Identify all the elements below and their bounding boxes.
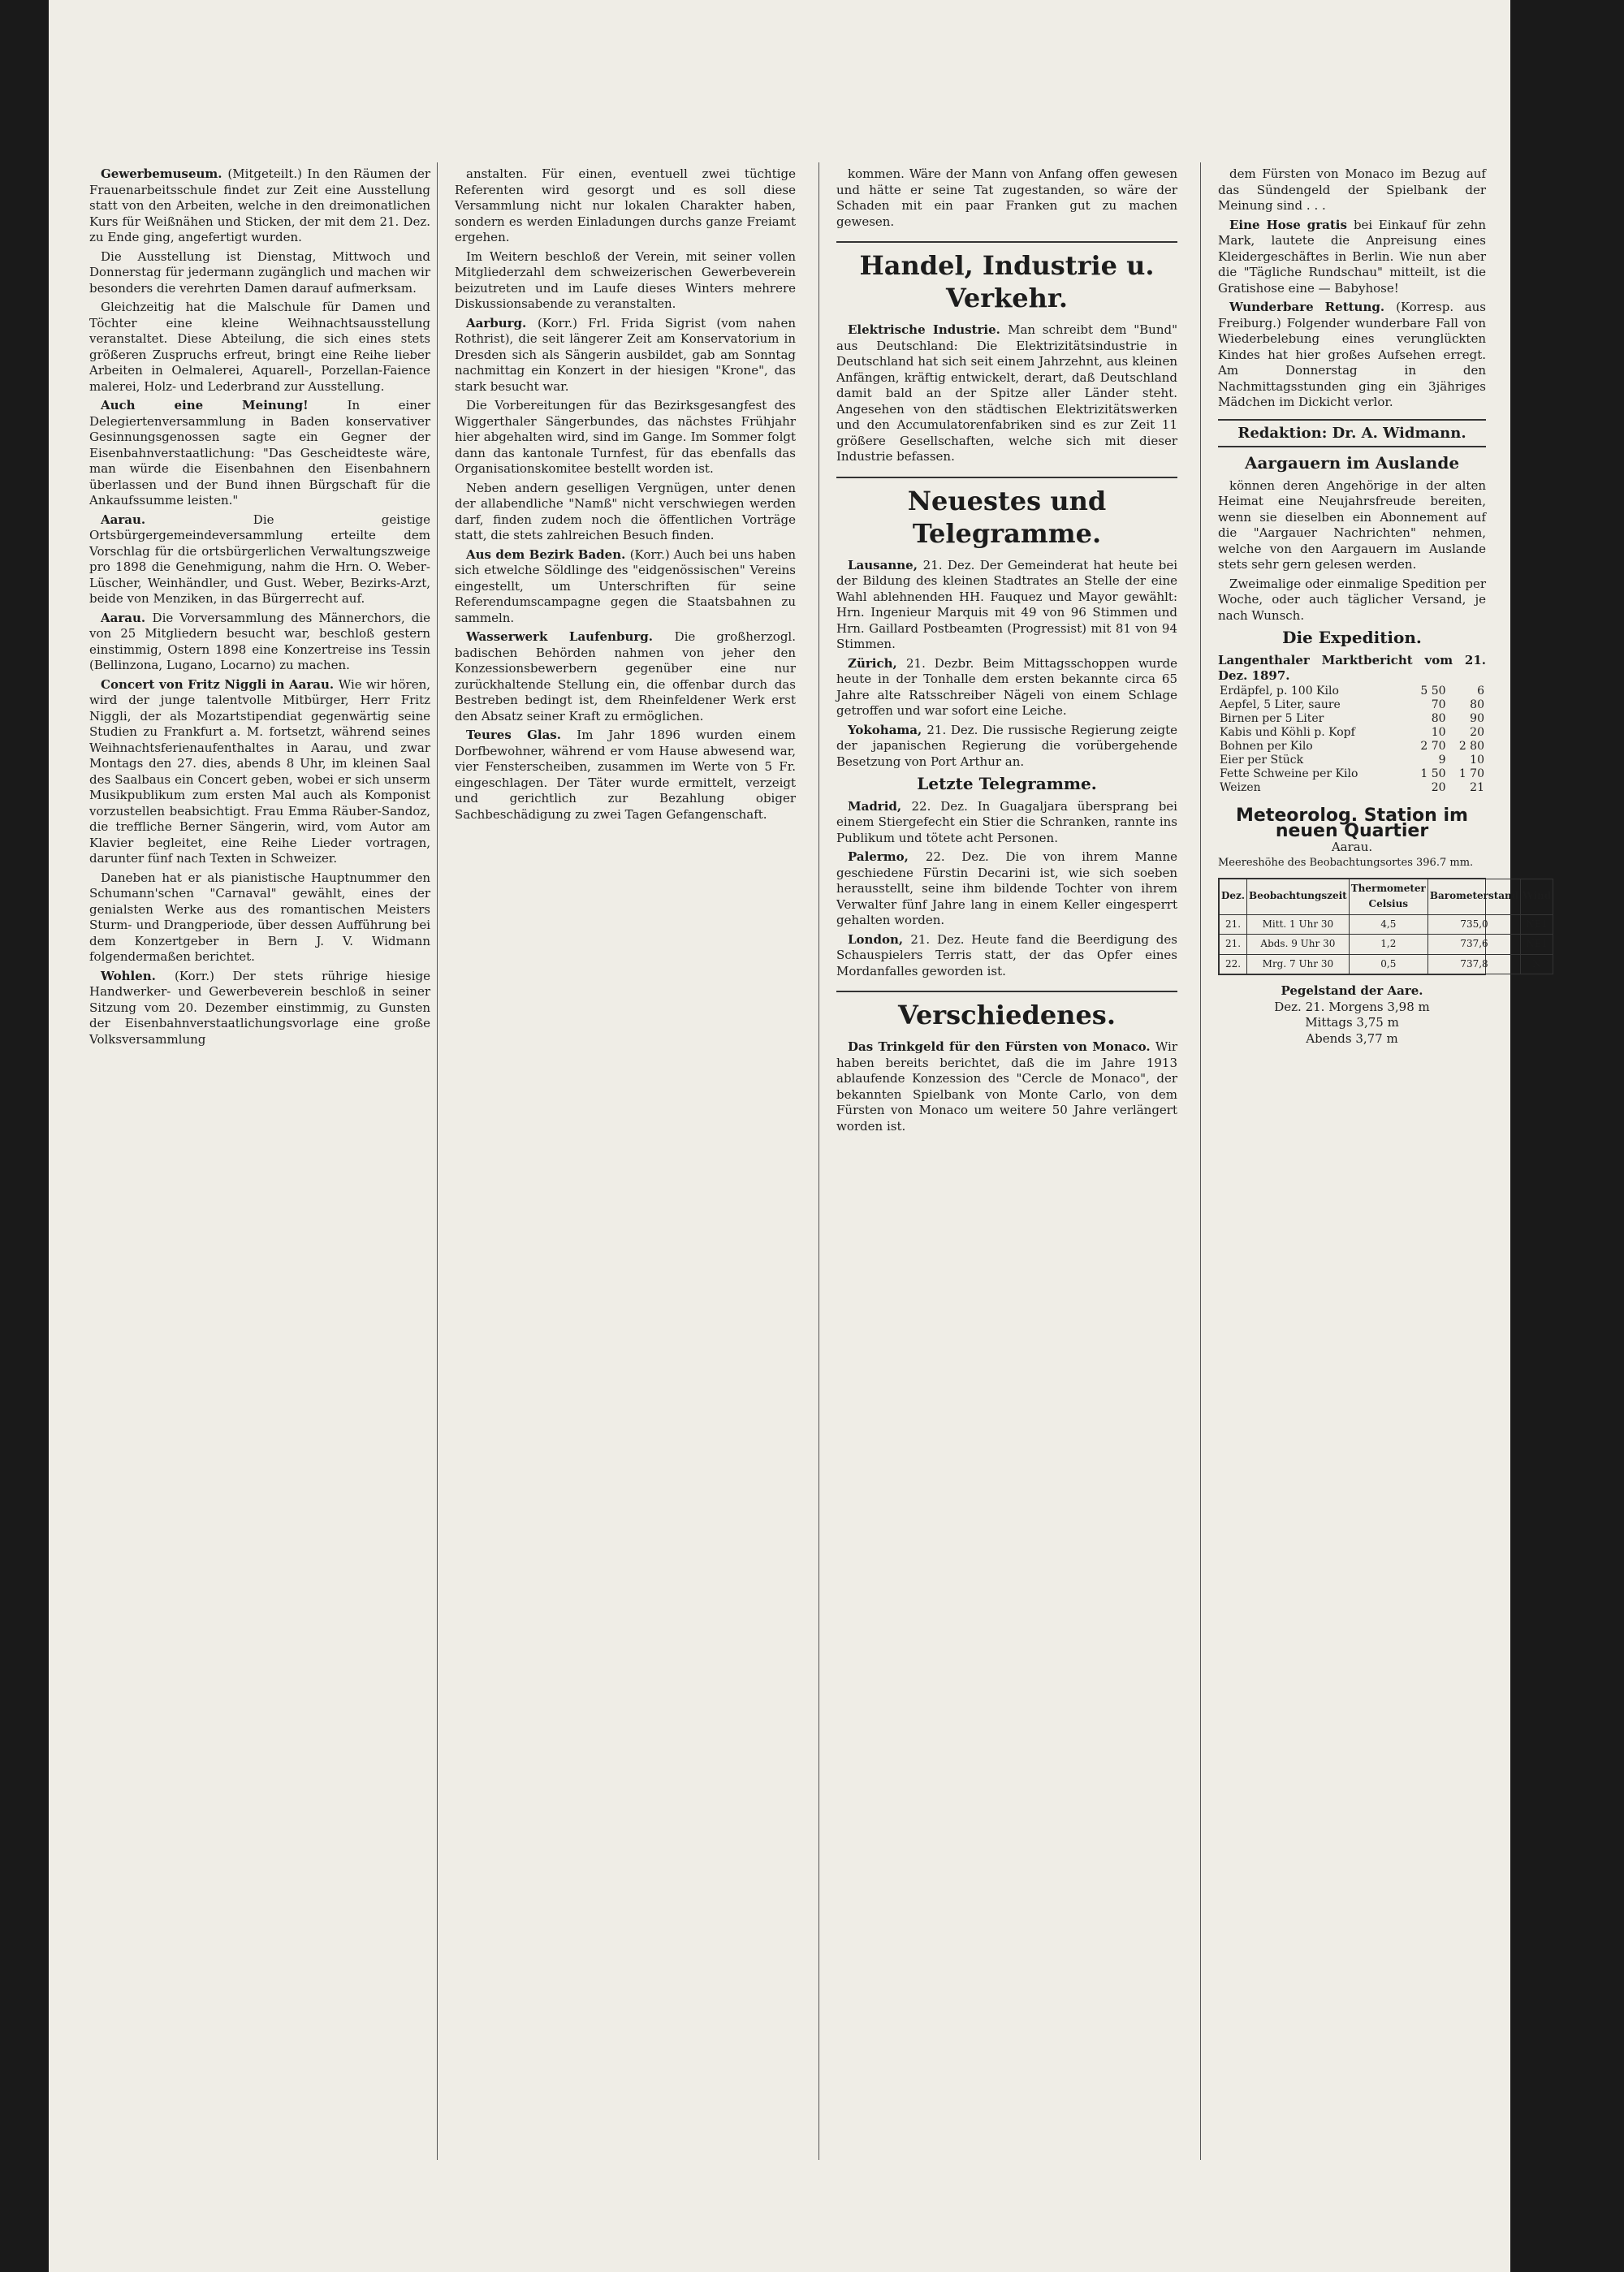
article-text: 21. Dezbr. Beim Mittagsschoppen wurde heute in der Tonhalle dem ersten bekannte circa 65 Jahre alte Ratsschreiber Nägeli von einem Schlage getroffen und war sofort eine Leiche. — [836, 655, 1177, 718]
column-2 — [455, 166, 796, 826]
pegel-row: Dez. 21. Morgens 3,98 m — [1274, 999, 1430, 1014]
market-row — [1218, 712, 1486, 726]
pegel-title: Pegelstand der Aare. — [1281, 983, 1423, 998]
market-row — [1218, 767, 1486, 781]
article-paragraph — [836, 849, 1177, 929]
meteo-title: Meteorolog. Station im neuen Quartier — [1236, 805, 1468, 841]
article-paragraph — [455, 629, 796, 724]
meteo-row — [1220, 914, 1553, 935]
market-cell: 5 50 — [1420, 684, 1446, 698]
article-text: 21. Dez. Heute fand die Beerdigung des Schauspielers Terris statt, der das Opfer eines Mordanfalles geworden ist. — [836, 931, 1177, 978]
market-cell: 20 — [1470, 725, 1484, 739]
article-text: Im Jahr 1896 wurden einem Dorfbewohner, während er vom Hause abwesend war, vier Fensterscheiben, zusammen im Werte von 5 Fr. eingeschlagen. Der Täter wurde ermittelt, verzeigt und gerichtlich zur Bezahlung obiger Sachbeschädigung zu zwei Tagen Gefangenschaft. — [455, 728, 797, 822]
article-paragraph — [836, 932, 1177, 980]
pegel-rows — [1218, 1000, 1486, 1047]
article-paragraph — [89, 249, 430, 297]
pegel-row: Abends 3,77 m — [1306, 1030, 1398, 1046]
market-table — [1218, 685, 1486, 795]
article-paragraph — [836, 723, 1177, 771]
meteo-cell: 1,2 — [1349, 935, 1427, 955]
section-heading: Neuestes und Telegramme. — [836, 477, 1177, 550]
subheading: Letzte Telegramme. — [917, 774, 1097, 793]
article-paragraph — [1218, 166, 1486, 214]
column-4 — [1218, 166, 1552, 1047]
market-cell: Eier per Stück — [1220, 753, 1304, 767]
article-paragraph — [89, 611, 430, 674]
meteo-cell: 735,0 — [1427, 914, 1520, 935]
meteo-cell: Mitt. 1 Uhr 30 — [1247, 914, 1350, 935]
article-headline: Wasserwerk Laufenburg. — [466, 629, 675, 644]
article-text: Zweimalige oder einmalige Spedition per Woche, oder auch täglicher Versand, je nach Wunsch. — [1218, 576, 1486, 623]
article-paragraph — [89, 398, 430, 509]
markt-title: Langenthaler Marktbericht vom 21. Dez. 1897. — [1218, 652, 1486, 683]
article-paragraph — [836, 322, 1177, 465]
article-paragraph — [1218, 218, 1486, 297]
article-paragraph — [89, 677, 430, 867]
market-cell: 1 50 — [1420, 767, 1446, 780]
meteo-header-cell: Dez. — [1220, 879, 1247, 914]
article-text: Die großherzogl. badischen Behörden nahmen von jeher den Konzessionsbewerbern gegenüber eine nur zurückhaltende Stellung ein, die offenbar durch das Bestreben bedingt ist, dem Rheinfeldener Werk erst den Absatz seiner Kraft zu ermöglichen. — [455, 629, 797, 723]
article-text: kommen. Wäre der Mann von Anfang offen gewesen und hätte er seine Tat zugestanden, so wäre der Schaden mit ein paar Franken gut zu machen gewesen. — [836, 166, 1177, 229]
article-text: Die Ausstellung ist Dienstag, Mittwoch und Donnerstag für jedermann zugänglich und machen wir besonders die verehrten Damen darauf aufmerksam. — [89, 248, 430, 296]
article-text: 22. Dez. In Guagaljara übersprang bei einem Stiergefecht ein Stier die Schranken, rannte ins Publikum und tötete acht Personen. — [836, 798, 1177, 845]
article-text: Die Vorbereitungen für das Bezirksgesangfest des Wiggerthaler Sängerbundes, das nächstes Frühjahr hier abgehalten wird, sind im Gange. Im Sommer folgt dann das kantonale Turnfest, für das ebenfalls das Organisationskomitee bestellt worden ist. — [455, 398, 796, 476]
article-text: können deren Angehörige in der alten Heimat eine Neujahrsfreude bereiten, wenn sie dieselben ein Abonnement auf die "Aargauer Nachrichten" nehmen, welche von den Aargauern im Auslande stets sehr gern gelesen werden. — [1218, 477, 1486, 572]
article-paragraph — [455, 481, 796, 544]
pegel-row: Mittags 3,75 m — [1305, 1015, 1399, 1030]
market-cell: 90 — [1470, 711, 1484, 725]
market-cell: 1 70 — [1458, 767, 1484, 780]
column-rule — [818, 162, 819, 2160]
article-paragraph — [455, 398, 796, 477]
meteo-note: Meereshöhe des Beobachtungsortes 396.7 mm. — [1218, 857, 1474, 869]
article-paragraph — [89, 969, 430, 1048]
article-paragraph — [1218, 478, 1486, 573]
article-text: Gleichzeitig hat die Malschule für Damen und Töchter eine kleine Weihnachtsausstellung veranstaltet. Diese Abteilung, die sich eines stets größeren Zuspruchs erfreut, bringt eine Reihe lieber Arbeiten in Oelmalerei, Aquarell-, Porzellan-Faience malerei, Holz- und Lederbrand zur Ausstellung. — [89, 300, 430, 394]
market-row — [1218, 698, 1486, 712]
article-headline: Madrid, — [848, 798, 912, 814]
article-text: Neben andern geselligen Vergnügen, unter denen der allabendliche "Namß" nicht verschwiegen werden darf, finden zudem noch die öffentlichen Vorträge statt, die stets zahlreichen Besuch finden. — [455, 480, 796, 542]
meteo-cell: Abds. 9 Uhr 30 — [1247, 935, 1350, 955]
article-text: (Mitgeteilt.) In den Räumen der Frauenarbeitsschule findet zur Zeit eine Ausstellung statt von den Arbeiten, welche in den dreimonatlichen Kurs für Weißnähen und Sticken, der mit dem 21. Dez. zu Ende ging, angefertigt wurden. — [89, 166, 431, 244]
section-heading: Handel, Industrie u. Verkehr. — [836, 241, 1177, 314]
article-text: 21. Dez. Die russische Regierung zeigte der japanischen Regierung die vorübergehende Besetzung von Port Arthur an. — [836, 722, 1178, 769]
article-headline: Zürich, — [848, 655, 907, 671]
column-1 — [89, 166, 430, 1051]
market-cell: 80 — [1431, 711, 1446, 725]
newspaper-page — [49, 0, 1552, 2272]
article-headline: Wunderbare Rettung. — [1229, 300, 1397, 314]
article-paragraph — [455, 316, 796, 395]
article-text: Wie wir hören, wird der junge talentvolle Mitbürger, Herr Fritz Niggli, der als Mozartstipendiat gegenwärtig seine Studien zu Frankfurt a. M. fortsetzt, während seines Weihnachtsferienaufenthaltes in Aarau, und zwar Montags den 27. dies, abends 8 Uhr, im kleinen Saal des Saalbaus ein Concert geben, wobei er sich unserm Musikpublikum zum ersten Mal auch als Komponist vorzustellen beabsichtigt. Frau Emma Räuber-Sandoz, die treffliche Berner Sängerin, wird, vom Autor am Klavier begleitet, eine Reihe Lieder vortragen, darunter fünf nach Texten in Schweizer. — [89, 676, 431, 866]
market-cell: 20 — [1431, 780, 1446, 794]
article-paragraph — [89, 870, 430, 965]
article-paragraph — [1218, 300, 1486, 411]
article-paragraph — [89, 512, 430, 607]
market-cell: Erdäpfel, p. 100 Kilo — [1220, 684, 1339, 698]
article-headline: Aarburg. — [466, 315, 538, 330]
meteo-header-cell: Beobachtungszeit — [1247, 879, 1350, 914]
article-headline: Das Trinkgeld für den Fürsten von Monaco. — [848, 1039, 1155, 1054]
article-paragraph — [455, 728, 796, 823]
article-text: bei Einkauf für zehn Mark, lautete die Anpreisung eines Kleidergeschäftes in Berlin. Wie nun aber die "Tägliche Rundschau" mitteilt, ist die Gratishose eine — Babyhose! — [1218, 217, 1486, 296]
meteo-table — [1219, 879, 1553, 975]
meteo-cell: N — [1521, 954, 1553, 974]
meteo-cell: 737,8 — [1427, 954, 1520, 974]
market-cell: 6 — [1477, 684, 1484, 698]
article-text: Man schreibt dem "Bund" aus Deutschland: Die Elektrizitätsindustrie in Deutschland hat sich seit einem Jahrzehnt, aus kleinen Anfängen, kräftig entwickelt, derart, daß Deutschland damit bald an der Spitze aller Länder steht. Angesehen von den städtischen Elektrizitätswerken und den Accumulatorenfabriken sind es zur Zeit 11 größere Gesellschaften, welche sich mit dieser Industrie befassen. — [836, 322, 1177, 464]
article-headline: Teures Glas. — [466, 728, 577, 742]
article-paragraph — [89, 166, 430, 246]
subheading: Aargauern im Auslande — [1244, 453, 1460, 473]
column-rule — [1200, 162, 1201, 2160]
article-headline: Auch eine Meinung! — [101, 398, 348, 413]
article-headline: Eine Hose gratis — [1229, 217, 1354, 232]
market-cell: 10 — [1470, 753, 1484, 767]
column-3 — [836, 166, 1177, 1138]
article-headline: Gewerbemuseum. — [101, 166, 228, 181]
market-cell: 70 — [1431, 698, 1446, 711]
meteo-header-cell: Wind — [1521, 879, 1553, 914]
market-cell: 2 80 — [1458, 739, 1484, 753]
article-paragraph — [836, 166, 1177, 230]
article-paragraph — [836, 656, 1177, 719]
article-text: (Korr.) Frl. Frida Sigrist (vom nahen Rothrist), die seit längerer Zeit am Konservatorium in Dresden sich als Sängerin ausbildet, gab am Sonntag nachmittag ein Konzert in der hiesigen "Krone", das stark besucht war. — [455, 315, 796, 394]
section-heading: Verschiedenes. — [836, 991, 1177, 1031]
meteo-row — [1220, 954, 1553, 974]
article-headline: Yokohama, — [848, 722, 927, 737]
article-text: anstalten. Für einen, eventuell zwei tüchtige Referenten wird gesorgt und es soll diese Versammlung nicht nur lokalen Charakter haben, sondern es werden Einladungen durchs ganze Freiamt ergehen. — [455, 166, 796, 244]
article-headline: Palermo, — [848, 849, 926, 864]
market-row — [1218, 726, 1486, 740]
article-text: Wir haben bereits berichtet, daß die im Jahre 1913 ablaufende Konzession des "Cercle de Monaco", der bekannten Spielbank von Monte Carlo, von dem Fürsten von Monaco um weitere 50 Jahre verlängert worden ist. — [836, 1039, 1177, 1134]
market-row — [1218, 685, 1486, 698]
article-text: Im Weitern beschloß der Verein, mit seiner vollen Mitgliederzahl dem schweizerischen Gewerbeverein beizutreten und im Laufe dieses Winters mehrere Diskussionsabende zu veranstalten. — [455, 248, 796, 311]
article-text: (Korresp. aus Freiburg.) Folgender wunderbare Fall von Wiederbelebung eines verunglückten Kindes hat hier großes Aufsehen erregt. Am Donnerstag in den Nachmittagsstunden ging ein 3jähriges Mädchen im Dickicht verlor. — [1218, 300, 1486, 409]
market-cell: Weizen — [1220, 780, 1261, 794]
article-text: 22. Dez. Die von ihrem Manne geschiedene Fürstin Decarini ist, wie sich soeben herausstellt, seine ihm bildende Tochter von ihrem Verwalter fünf Jahre lang in einem Keller eingesperrt gehalten worden. — [836, 849, 1177, 927]
article-headline: Aus dem Bezirk Baden. — [466, 546, 630, 562]
meteo-cell: 22. — [1220, 954, 1247, 974]
article-paragraph — [1218, 577, 1486, 624]
meteo-cell: 21. — [1220, 914, 1247, 935]
meteo-cell: 21. — [1220, 935, 1247, 955]
market-cell: 10 — [1431, 725, 1446, 739]
article-headline: Elektrische Industrie. — [848, 322, 1009, 337]
column-4-text — [1218, 166, 1486, 646]
meteo-cell: NE1 — [1521, 914, 1553, 935]
article-headline: Wohlen. — [101, 968, 175, 983]
article-text: (Korr.) Der stets rührige hiesige Handwerker- und Gewerbeverein beschloß in seiner Sitzung vom 20. Dezember einstimmig, zu Gunsten der Eisenbahnverstaatlichungsvorlage eine große Volksversammlung — [89, 968, 430, 1047]
article-headline: Lausanne, — [848, 557, 923, 572]
meteo-cell: 0,5 — [1349, 954, 1427, 974]
column-rule — [437, 162, 438, 2160]
market-cell: Kabis und Köhli p. Kopf — [1220, 725, 1355, 739]
market-cell: 80 — [1470, 698, 1484, 711]
article-headline: London, — [848, 931, 911, 947]
article-paragraph — [836, 558, 1177, 653]
editor-line: Redaktion: Dr. A. Widmann. — [1218, 419, 1486, 448]
article-text: 21. Dez. Der Gemeinderat hat heute bei der Bildung des kleinen Stadtrates an Stelle der eine Wahl ablehnenden HH. Fauquez und Mayor gewählt: Hrn. Ingenieur Marquis mit 49 von 96 Stimmen und Hrn. Gaillard Postbeamten (Progressist) mit 81 von 94 Stimmen. — [836, 557, 1177, 651]
article-text: (Korr.) Auch bei uns haben sich etwelche Söldlinge des "eidgenössischen" Vereins eingestellt, um Unterschriften für seine Referendumscampagne gegen die Staatsbahnen zu sammeln. — [455, 546, 796, 625]
article-text: Die geistige Ortsbürgergemeindeversammlung erteilte dem Vorschlag für die ortsbürgerlichen Verwaltungszweige pro 1898 die Genehmigung, nahm die Hrn. O. Weber-Lüscher, Weinhändler, und Gust. Weber, Bezirks-Arzt, beide von Menziken, in das Bürgerrecht auf. — [89, 512, 430, 606]
article-text: Daneben hat er als pianistische Hauptnummer den Schumann'schen "Carnaval" gewählt, eines der genialsten Werke aus des romantischen Meisters Sturm- und Drangperiode, über dessen Aufführung bei dem Konzertgeber in Bern J. V. Widmann folgendermaßen berichtet. — [89, 870, 430, 964]
article-text: Die Vorversammlung des Männerchors, die von 25 Mitgliedern besucht war, beschloß gestern einstimmig, Ostern 1898 eine Konzertreise ins Tessin (Bellinzona, Lugano, Locarno) zu machen. — [89, 610, 430, 672]
article-headline: Aarau. — [101, 512, 253, 527]
meteo-cell: 4,5 — [1349, 914, 1427, 935]
market-cell: 21 — [1470, 780, 1484, 794]
article-paragraph — [455, 249, 796, 313]
article-paragraph — [836, 1039, 1177, 1134]
article-paragraph — [89, 300, 430, 395]
meteo-cell: 737,6 — [1427, 935, 1520, 955]
market-cell: Birnen per 5 Liter — [1220, 711, 1324, 725]
meteo-header-cell: Barometerstand — [1427, 879, 1520, 914]
market-row — [1218, 754, 1486, 767]
article-paragraph — [455, 166, 796, 246]
article-text: dem Fürsten von Monaco im Bezug auf das Sündengeld der Spielbank der Meinung sind . . . — [1218, 166, 1486, 213]
meteo-header-cell: Thermometer Celsius — [1349, 879, 1427, 914]
article-paragraph — [836, 799, 1177, 847]
article-paragraph — [455, 547, 796, 627]
market-cell: 2 70 — [1420, 739, 1446, 753]
subheading: Die Expedition. — [1282, 628, 1422, 647]
article-headline: Aarau. — [101, 610, 153, 625]
meteo-table-wrapper — [1218, 878, 1552, 976]
meteo-cell: NE1 — [1521, 935, 1553, 955]
meteo-place: Aarau. — [1331, 839, 1373, 854]
market-row — [1218, 781, 1486, 795]
article-text: In einer Delegiertenversammlung in Baden konservativer Gesinnungsgenossen sagte ein Gegner der Eisenbahnverstaatlichung: "Das Gescheidteste wäre, man würde die Eisenbahnen den Eisenbahnern überlassen und der Bund ihnen Bürgschaft für die Ankaufssumme leisten." — [89, 398, 430, 508]
market-row — [1218, 740, 1486, 754]
meteo-row — [1220, 935, 1553, 955]
market-cell: Aepfel, 5 Liter, saure — [1220, 698, 1341, 711]
article-headline: Concert von Fritz Niggli in Aarau. — [101, 676, 339, 692]
market-cell: Bohnen per Kilo — [1220, 739, 1313, 753]
market-cell: 9 — [1438, 753, 1446, 767]
market-cell: Fette Schweine per Kilo — [1220, 767, 1358, 780]
meteo-cell: Mrg. 7 Uhr 30 — [1247, 954, 1350, 974]
